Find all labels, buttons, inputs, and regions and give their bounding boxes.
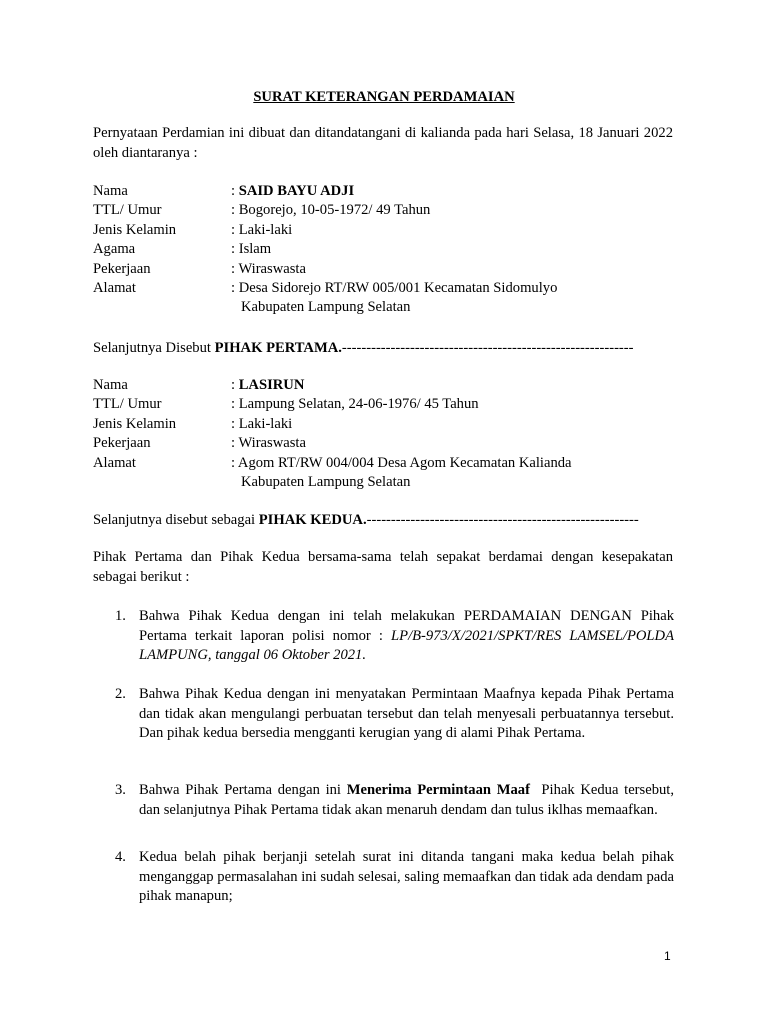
dash-line: --------------------------------------------------------	[366, 512, 639, 528]
field-row-religion: Agama : Islam	[93, 240, 683, 259]
item-text: Bahwa Pihak Pertama dengan ini Menerima Permintaan Maaf Pihak Kedua tersebut, dan selanjutnya Pihak Pertama tidak akan menaruh dendam dan tulus iklhas memaafkan.	[139, 782, 678, 818]
item-number: 2.	[115, 686, 126, 702]
second-party-job: Wiraswasta	[238, 435, 306, 452]
field-label: Alamat	[93, 454, 136, 471]
apology-accepted: Menerima Permintaan Maaf	[346, 782, 530, 798]
first-party-job: Wiraswasta	[238, 260, 306, 277]
field-row-job: Pekerjaan : Wiraswasta	[93, 434, 683, 453]
second-party-ttl: Lampung Selatan, 24-06-1976/ 45 Tahun	[238, 396, 479, 413]
second-party-name: LASIRUN	[238, 377, 305, 393]
first-party-name: SAID BAYU ADJI	[238, 183, 355, 199]
field-row-address: Alamat : Desa Sidorejo RT/RW 005/001 Kecamatan Sidomulyo	[93, 279, 683, 298]
first-party-details	[93, 182, 683, 318]
first-party-religion: Islam	[238, 241, 272, 258]
field-label: Pekerjaan	[93, 435, 151, 452]
field-label: Nama	[93, 183, 128, 199]
field-row-job: Pekerjaan : Wiraswasta	[93, 260, 683, 279]
field-label: Nama	[93, 377, 128, 393]
field-label: TTL/ Umur	[93, 396, 162, 413]
item-number: 4.	[115, 849, 126, 865]
second-party-details	[93, 376, 683, 492]
field-row-address: Alamat : Agom RT/RW 004/004 Desa Agom Kecamatan Kalianda	[93, 454, 683, 473]
page-number: 1	[664, 949, 671, 963]
field-label: Agama	[93, 241, 136, 258]
field-row-name: Nama : LASIRUN	[93, 376, 683, 395]
item-text: Bahwa Pihak Kedua dengan ini menyatakan Permintaan Maafnya kepada Pihak Pertama dan tidak akan mengulangi perbuatan tersebut dan telah menyesali perbuatannya tersebut. Dan pihak kedua bersedia mengganti kerugian yang di alami Pihak Pertama.	[139, 686, 674, 741]
item-number: 1.	[115, 608, 126, 624]
intro-paragraph: Pernyataan Perdamian ini dibuat dan ditandatangani di kalianda pada hari Selasa, 18 Januari 2022 oleh diantaranya :	[93, 125, 673, 161]
field-label: Jenis Kelamin	[93, 221, 177, 238]
second-party-address-line2: Kabupaten Lampung Selatan	[241, 473, 411, 490]
item-text: Kedua belah pihak berjanji setelah surat ini ditanda tangani maka kedua belah pihak menganggap permasalahan ini sudah selesai, saling memaafkan dan tidak ada dendam pada pihak manapun;	[139, 849, 674, 904]
second-party-label: PIHAK KEDUA.	[258, 512, 367, 528]
first-party-closing: Selanjutnya Disebut PIHAK PERTAMA.------------------------------------------------------------	[93, 340, 634, 356]
second-party-closing: Selanjutnya disebut sebagai PIHAK KEDUA.--------------------------------------------------------	[93, 512, 639, 528]
field-label: Alamat	[93, 279, 136, 296]
field-label: Jenis Kelamin	[93, 415, 177, 432]
first-party-ttl: Bogorejo, 10-05-1972/ 49 Tahun	[238, 202, 431, 219]
police-report-reference: LP/B-973/X/2021/SPKT/RES LAMSEL/POLDA LAMPUNG, tanggal 06 Oktober 2021.	[139, 627, 674, 663]
dash-line: ------------------------------------------------------------	[341, 340, 634, 356]
field-row-name: Nama : SAID BAYU ADJI	[93, 182, 683, 201]
second-party-address-line1: Agom RT/RW 004/004 Desa Agom Kecamatan Kalianda	[237, 454, 572, 471]
field-row-address-cont	[93, 473, 683, 492]
field-row-gender: Jenis Kelamin : Laki-laki	[93, 415, 683, 434]
field-row-ttl: TTL/ Umur : Lampung Selatan, 24-06-1976/ 45 Tahun	[93, 395, 683, 414]
field-row-ttl: TTL/ Umur : Bogorejo, 10-05-1972/ 49 Tahun	[93, 201, 683, 220]
agreement-intro: Pihak Pertama dan Pihak Kedua bersama-sama telah sepakat berdamai dengan kesepakatan sebagai berikut :	[93, 549, 673, 585]
item-text: Bahwa Pihak Kedua dengan ini telah melakukan PERDAMAIAN DENGAN Pihak Pertama terkait laporan polisi nomor : LP/B-973/X/2021/SPKT/RES LAMSEL/POLDA LAMPUNG, tanggal 06 Oktober 2021.	[139, 608, 674, 663]
field-label: TTL/ Umur	[93, 202, 162, 219]
first-party-gender: Laki-laki	[238, 221, 293, 238]
first-party-label: PIHAK PERTAMA.	[214, 340, 342, 356]
document-title: SURAT KETERANGAN PERDAMAIAN	[253, 89, 515, 105]
second-party-gender: Laki-laki	[238, 415, 293, 432]
field-row-gender: Jenis Kelamin : Laki-laki	[93, 221, 683, 240]
first-party-address-line1: Desa Sidorejo RT/RW 005/001 Kecamatan Sidomulyo	[238, 279, 558, 296]
field-row-address-cont	[93, 298, 683, 317]
first-party-address-line2: Kabupaten Lampung Selatan	[241, 299, 411, 316]
field-label: Pekerjaan	[93, 260, 151, 277]
item-number: 3.	[115, 782, 126, 798]
